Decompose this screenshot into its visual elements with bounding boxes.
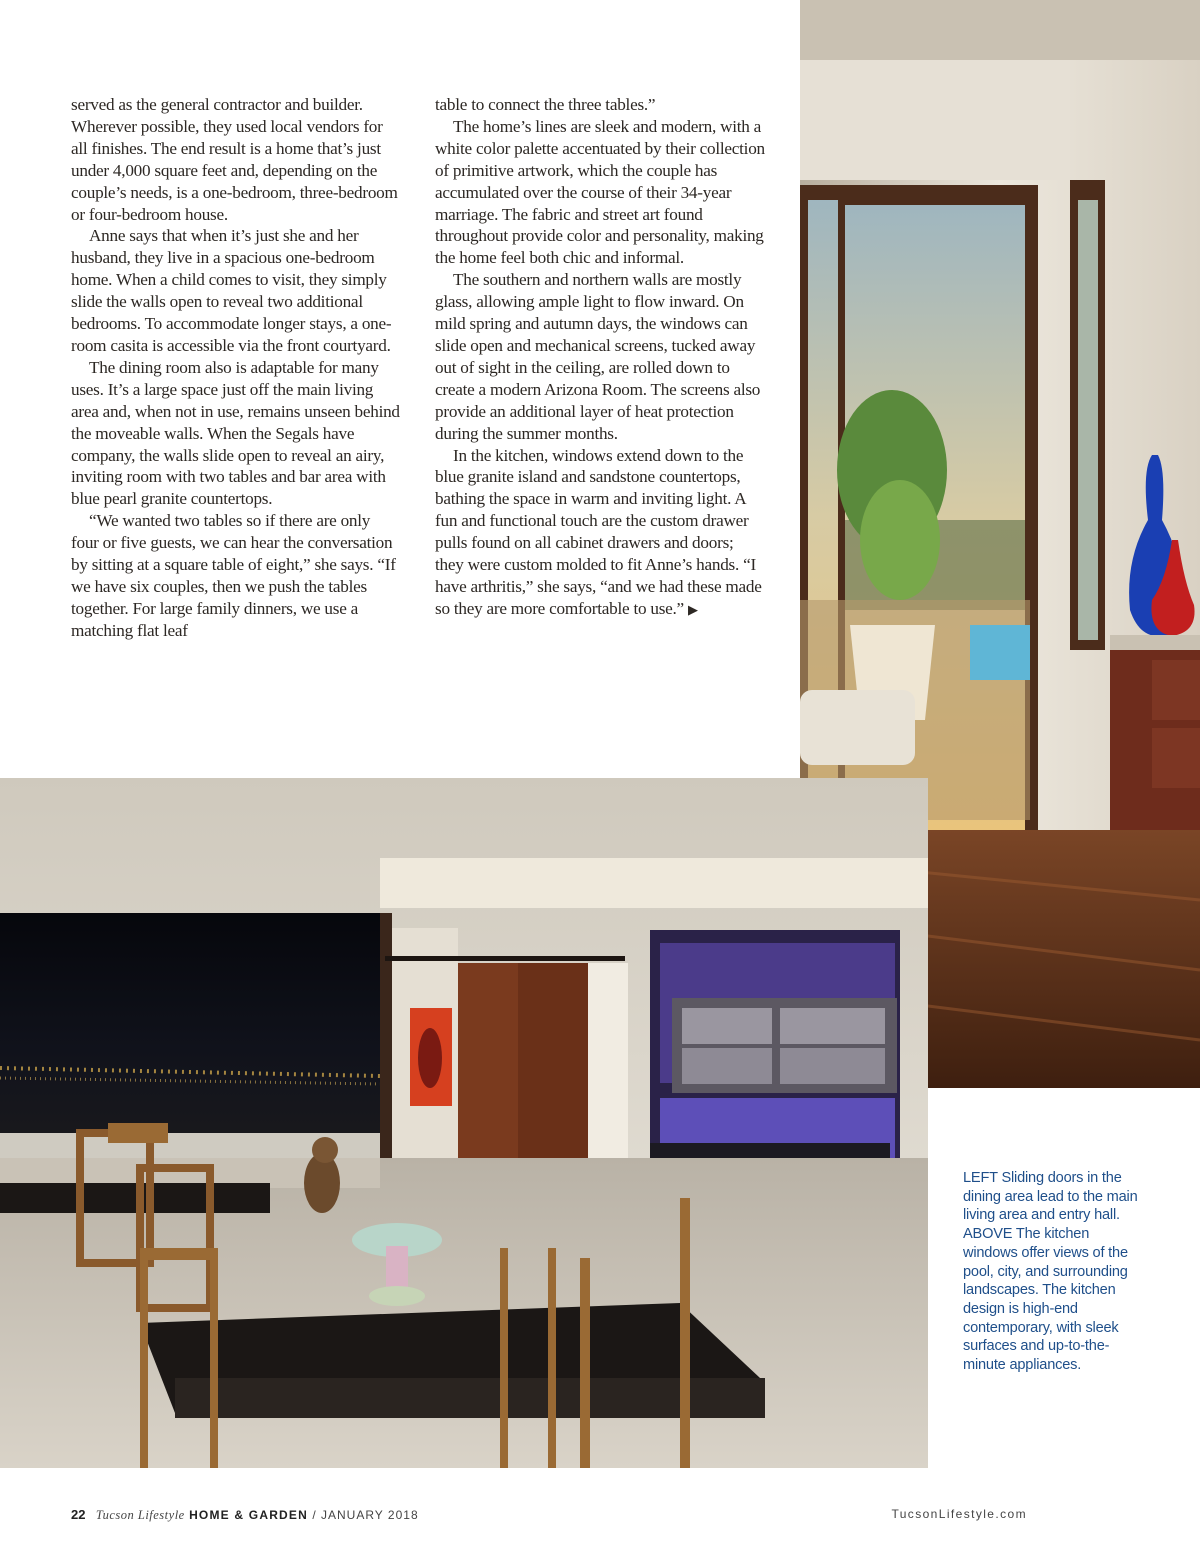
caption-above-label: ABOVE (963, 1226, 1013, 1243)
paragraph-text: In the kitchen, windows extend down to the blue granite island and sandstone countertops, bathing the space in warm and inviting light. A fun and functional touch are the custom drawer pulls found on all cabinet drawers and doors; they were custom molded to fit Anne’s hands. “I have arthritis,” she says, “and we had these made so they are more comfortable to use.” (435, 445, 762, 618)
article-column-2 (435, 94, 765, 621)
paragraph: The southern and northern walls are mostly glass, allowing ample light to flow inward. On mild spring and autumn days, the windows can slide open and mechanical screens, tucked away out of sight in the ceiling, are rolled down to create a modern Arizona Room. The screens also provide an additional layer of heat protection during the summer months. (435, 270, 761, 443)
article-column-1 (71, 94, 401, 642)
paragraph: The dining room also is adaptable for many uses. It’s a large space just off the main living area and, when not in use, remains unseen behind the moveable walls. When the Segals have company, the walls slide open to reveal an airy, inviting room with two tables and bar area with blue pearl granite countertops. (71, 357, 400, 509)
photo-dining-room (0, 778, 928, 1468)
section-name: HOME & GARDEN (189, 1508, 308, 1522)
caption-above (963, 1225, 1138, 1375)
caption-above-text: The kitchen windows offer views of the pool, city, and surrounding landscapes. The kitchen design is high-end contemporary, with sleek surfaces and up-to-the-minute appliances. (963, 1226, 1128, 1374)
paragraph: Anne says that when it’s just she and her husband, they live in a spacious one-bedroom home. When a child comes to visit, they simply slide the walls open to reveal two additional bedrooms. To accommodate longer stays, a one-room casita is accessible via the front courtyard. (71, 226, 392, 355)
folio-separator: / (308, 1508, 322, 1522)
paragraph: The home’s lines are sleek and modern, with a white color palette accentuated by their collection of primitive artwork, which the couple has accumulated over the course of their 34-year marriage. The fabric and street art found throughout provide color and personality, making the home feel both chic and informal. (435, 116, 765, 268)
issue-date: JANUARY 2018 (321, 1508, 419, 1522)
photo-dining-room-art (0, 778, 928, 1468)
folio (71, 1507, 419, 1523)
caption-left-label: LEFT (963, 1170, 998, 1186)
photo-caption (963, 1169, 1138, 1375)
caption-left (963, 1169, 1138, 1225)
page-number: 22 (71, 1507, 86, 1522)
paragraph: table to connect the three tables.” (435, 95, 656, 114)
magazine-name: Tucson Lifestyle (95, 1508, 185, 1522)
website-url: TucsonLifestyle.com (891, 1507, 1027, 1521)
paragraph: “We wanted two tables so if there are only four or five guests, we can hear the conversation by sitting at a square table of eight,” she says. “If we have six couples, then we push the tables together. For large family dinners, we use a matching flat leaf (71, 511, 396, 640)
paragraph-last (435, 445, 765, 621)
paragraph: served as the general contractor and builder. Wherever possible, they used local vendors for all finishes. The end result is a home that’s just under 4,000 square feet and, depending on the couple’s needs, is a one-bedroom, three-bedroom or four-bedroom house. (71, 95, 398, 224)
caption-left-text: Sliding doors in the dining area lead to the main living area and entry hall. (963, 1170, 1138, 1224)
end-mark-icon: ▶ (687, 601, 698, 617)
